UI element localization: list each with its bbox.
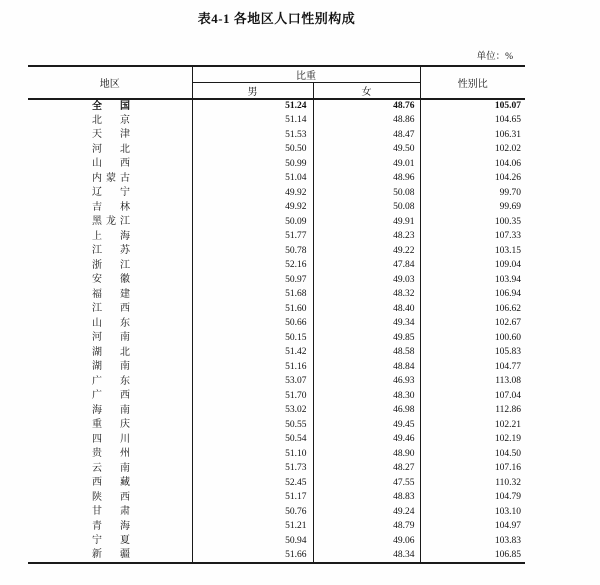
female-value-cell: 49.85: [313, 331, 420, 346]
region-name: 陕西: [92, 491, 130, 503]
data-row: [28, 244, 525, 259]
male-value-cell: 50.97: [192, 273, 313, 288]
male-value-cell: 51.53: [192, 128, 313, 143]
sex-ratio-value-cell: 104.79: [494, 492, 521, 502]
data-row: [28, 273, 525, 288]
sex-ratio-value-cell: 113.08: [495, 376, 521, 386]
data-row: [28, 143, 525, 158]
region-name: 全国: [92, 100, 130, 112]
data-row: [28, 172, 525, 187]
region-cell: [28, 375, 192, 390]
male-value-cell: 51.42: [192, 346, 313, 361]
data-row: [28, 259, 525, 274]
sex-ratio-value-cell: 99.70: [499, 187, 521, 198]
region-name: 北京: [92, 114, 130, 126]
region-name: 西藏: [92, 477, 130, 488]
female-value-cell: 48.84: [313, 360, 420, 375]
female-value-cell: 49.22: [313, 244, 420, 259]
data-row: [28, 288, 525, 303]
male-value-cell: 50.55: [192, 418, 313, 433]
region-cell: [28, 186, 192, 201]
sex-ratio-value-cell: 112.86: [495, 405, 521, 415]
female-value-cell: 48.34: [313, 549, 420, 564]
data-row: [28, 433, 525, 448]
region-name: 湖南: [92, 361, 130, 372]
male-value-cell: 50.15: [192, 331, 313, 346]
male-value-cell: 51.68: [192, 288, 313, 303]
region-cell: [28, 462, 192, 477]
region-cell: [28, 172, 192, 187]
female-value-cell: 47.84: [313, 259, 420, 274]
female-value-cell: 48.32: [313, 288, 420, 303]
sex-ratio-value-cell: 102.19: [494, 434, 521, 444]
female-value-cell: 49.06: [313, 534, 420, 549]
region-name: 内蒙古: [92, 172, 130, 184]
male-value-cell: 50.66: [192, 317, 313, 332]
region-name: 天津: [92, 129, 130, 140]
male-value-cell: 51.16: [192, 360, 313, 375]
region-cell: [28, 244, 192, 259]
male-value-cell: 49.92: [192, 186, 313, 201]
sex-ratio-value-cell: 105.83: [494, 347, 521, 357]
region-cell: [28, 302, 192, 317]
proportion-column-header: 比重: [192, 66, 420, 83]
unit-label: 单位：%: [476, 52, 513, 62]
sex-ratio-value-cell: 103.83: [494, 535, 521, 546]
male-value-cell: 51.73: [192, 462, 313, 477]
table-body: [28, 99, 525, 563]
region-cell: [28, 389, 192, 404]
region-cell: [28, 549, 192, 564]
sex-ratio-value-cell: 100.35: [494, 216, 521, 227]
female-value-cell: 48.90: [313, 447, 420, 462]
male-value-cell: 50.50: [192, 143, 313, 158]
region-name: 海南: [92, 404, 130, 416]
sex-ratio-value-cell: 107.16: [494, 463, 521, 473]
male-value-cell: 51.17: [192, 491, 313, 506]
female-value-cell: 50.08: [313, 186, 420, 201]
region-cell: [28, 128, 192, 143]
data-row: [28, 215, 525, 230]
region-name: 贵州: [92, 448, 130, 459]
female-value-cell: 48.30: [313, 389, 420, 404]
data-row: [28, 99, 525, 114]
region-name: 湖北: [92, 346, 130, 358]
female-value-cell: 48.23: [313, 230, 420, 245]
region-column-header: 地区: [28, 66, 192, 99]
region-name: 吉林: [92, 201, 130, 213]
data-row: [28, 230, 525, 245]
region-name: 山东: [92, 317, 130, 329]
sex-ratio-value-cell: 102.02: [494, 144, 521, 154]
male-value-cell: 53.07: [192, 375, 313, 390]
sex-ratio-value-cell: 104.65: [494, 115, 521, 125]
female-value-cell: 48.96: [313, 172, 420, 187]
male-value-cell: 50.09: [192, 215, 313, 230]
female-value-cell: 46.93: [313, 375, 420, 390]
female-value-cell: 49.34: [313, 317, 420, 332]
female-column-header: 女: [313, 83, 420, 100]
female-value-cell: 46.98: [313, 404, 420, 419]
region-cell: [28, 143, 192, 158]
region-cell: [28, 317, 192, 332]
region-name: 广东: [92, 375, 130, 387]
region-name: 河南: [92, 332, 130, 343]
region-cell: [28, 476, 192, 491]
region-cell: [28, 520, 192, 535]
sex-ratio-value-cell: 105.07: [494, 101, 521, 111]
region-name: 宁夏: [92, 535, 130, 546]
region-cell: [28, 114, 192, 129]
data-row: [28, 534, 525, 549]
female-value-cell: 48.27: [313, 462, 420, 477]
female-value-cell: 49.03: [313, 273, 420, 288]
data-row: [28, 462, 525, 477]
sex-ratio-column-header: 性别比: [420, 66, 525, 99]
region-cell: [28, 215, 192, 230]
sex-ratio-value-cell: 99.69: [499, 202, 521, 212]
data-row: [28, 404, 525, 419]
male-value-cell: 50.94: [192, 534, 313, 549]
data-row: [28, 549, 525, 564]
region-cell: [28, 505, 192, 520]
sex-ratio-value-cell: 104.26: [494, 173, 521, 183]
sex-ratio-value-cell: 106.62: [494, 303, 521, 314]
sex-ratio-value-cell: 106.94: [494, 289, 521, 299]
region-name: 江西: [92, 303, 130, 314]
female-value-cell: 49.45: [313, 418, 420, 433]
sex-ratio-value-cell: 104.50: [494, 448, 521, 459]
data-row: [28, 520, 525, 535]
sex-ratio-value-cell: 106.85: [494, 549, 521, 560]
region-cell: [28, 360, 192, 375]
region-cell: [28, 99, 192, 114]
male-value-cell: 51.66: [192, 549, 313, 564]
data-row: [28, 201, 525, 216]
male-value-cell: 50.76: [192, 505, 313, 520]
region-cell: [28, 230, 192, 245]
male-value-cell: 51.04: [192, 172, 313, 187]
region-cell: [28, 273, 192, 288]
sex-ratio-value-cell: 109.04: [494, 260, 521, 270]
data-row: [28, 157, 525, 172]
page-title: 表4-1 各地区人口性别构成: [197, 11, 356, 26]
male-value-cell: 50.99: [192, 157, 313, 172]
data-row: [28, 331, 525, 346]
female-value-cell: 48.47: [313, 128, 420, 143]
data-row: [28, 128, 525, 143]
female-value-cell: 48.40: [313, 302, 420, 317]
region-name: 浙江: [92, 259, 130, 271]
female-value-cell: 49.24: [313, 505, 420, 520]
region-cell: [28, 433, 192, 448]
sex-ratio-value-cell: 107.04: [494, 390, 521, 401]
region-name: 新疆: [92, 549, 130, 560]
data-row: [28, 114, 525, 129]
data-row: [28, 418, 525, 433]
region-name: 安徽: [92, 274, 130, 285]
sex-ratio-value-cell: 104.97: [494, 521, 521, 531]
sex-ratio-value-cell: 104.06: [494, 158, 521, 169]
region-cell: [28, 346, 192, 361]
data-row: [28, 346, 525, 361]
region-cell: [28, 201, 192, 216]
female-value-cell: 48.58: [313, 346, 420, 361]
male-value-cell: 51.10: [192, 447, 313, 462]
sex-ratio-value-cell: 106.31: [494, 129, 521, 140]
region-name: 广西: [92, 390, 130, 401]
female-value-cell: 49.01: [313, 157, 420, 172]
sex-ratio-value-cell: 102.67: [494, 318, 521, 328]
male-value-cell: 50.78: [192, 244, 313, 259]
sex-composition-table: [28, 65, 525, 564]
female-value-cell: 47.55: [313, 476, 420, 491]
data-row: [28, 302, 525, 317]
male-value-cell: 53.02: [192, 404, 313, 419]
region-cell: [28, 491, 192, 506]
male-value-cell: 51.24: [192, 99, 313, 114]
sex-ratio-value-cell: 103.15: [494, 245, 521, 256]
region-name: 重庆: [92, 419, 130, 430]
male-value-cell: 50.54: [192, 433, 313, 448]
female-value-cell: 49.91: [313, 215, 420, 230]
region-name: 辽宁: [92, 187, 130, 198]
region-name: 江苏: [92, 245, 130, 256]
male-value-cell: 51.14: [192, 114, 313, 129]
region-cell: [28, 259, 192, 274]
region-cell: [28, 534, 192, 549]
region-cell: [28, 418, 192, 433]
region-cell: [28, 331, 192, 346]
region-cell: [28, 157, 192, 172]
data-row: [28, 491, 525, 506]
region-name: 青海: [92, 520, 130, 532]
male-value-cell: 52.16: [192, 259, 313, 274]
data-row: [28, 186, 525, 201]
male-value-cell: 52.45: [192, 476, 313, 491]
sex-ratio-value-cell: 102.21: [494, 419, 521, 430]
female-value-cell: 48.86: [313, 114, 420, 129]
male-value-cell: 51.21: [192, 520, 313, 535]
data-row: [28, 389, 525, 404]
region-name: 云南: [92, 462, 130, 474]
sex-ratio-value-cell: 107.33: [494, 231, 521, 241]
male-column-header: 男: [192, 83, 313, 100]
region-cell: [28, 288, 192, 303]
region-name: 福建: [92, 288, 130, 300]
female-value-cell: 48.79: [313, 520, 420, 535]
sex-ratio-value-cell: 100.60: [494, 332, 521, 343]
region-cell: [28, 447, 192, 462]
data-row: [28, 505, 525, 520]
region-name: 四川: [92, 433, 130, 445]
sex-ratio-value-cell: 103.94: [494, 274, 521, 285]
female-value-cell: 48.76: [313, 99, 420, 114]
data-row: [28, 447, 525, 462]
male-value-cell: 49.92: [192, 201, 313, 216]
male-value-cell: 51.70: [192, 389, 313, 404]
sex-ratio-value-cell: 110.32: [495, 477, 521, 488]
data-row: [28, 476, 525, 491]
region-name: 甘肃: [92, 506, 130, 517]
sex-ratio-value-cell: 103.10: [494, 506, 521, 517]
female-value-cell: 49.46: [313, 433, 420, 448]
region-cell: [28, 404, 192, 419]
data-row: [28, 317, 525, 332]
sex-ratio-value-cell: 104.77: [494, 361, 521, 372]
region-name: 黑龙江: [92, 216, 130, 227]
male-value-cell: 51.77: [192, 230, 313, 245]
female-value-cell: 49.50: [313, 143, 420, 158]
region-name: 上海: [92, 230, 130, 242]
female-value-cell: 48.83: [313, 491, 420, 506]
male-value-cell: 51.60: [192, 302, 313, 317]
data-row: [28, 360, 525, 375]
region-name: 山西: [92, 158, 130, 169]
region-name: 河北: [92, 143, 130, 155]
female-value-cell: 50.08: [313, 201, 420, 216]
data-row: [28, 375, 525, 390]
